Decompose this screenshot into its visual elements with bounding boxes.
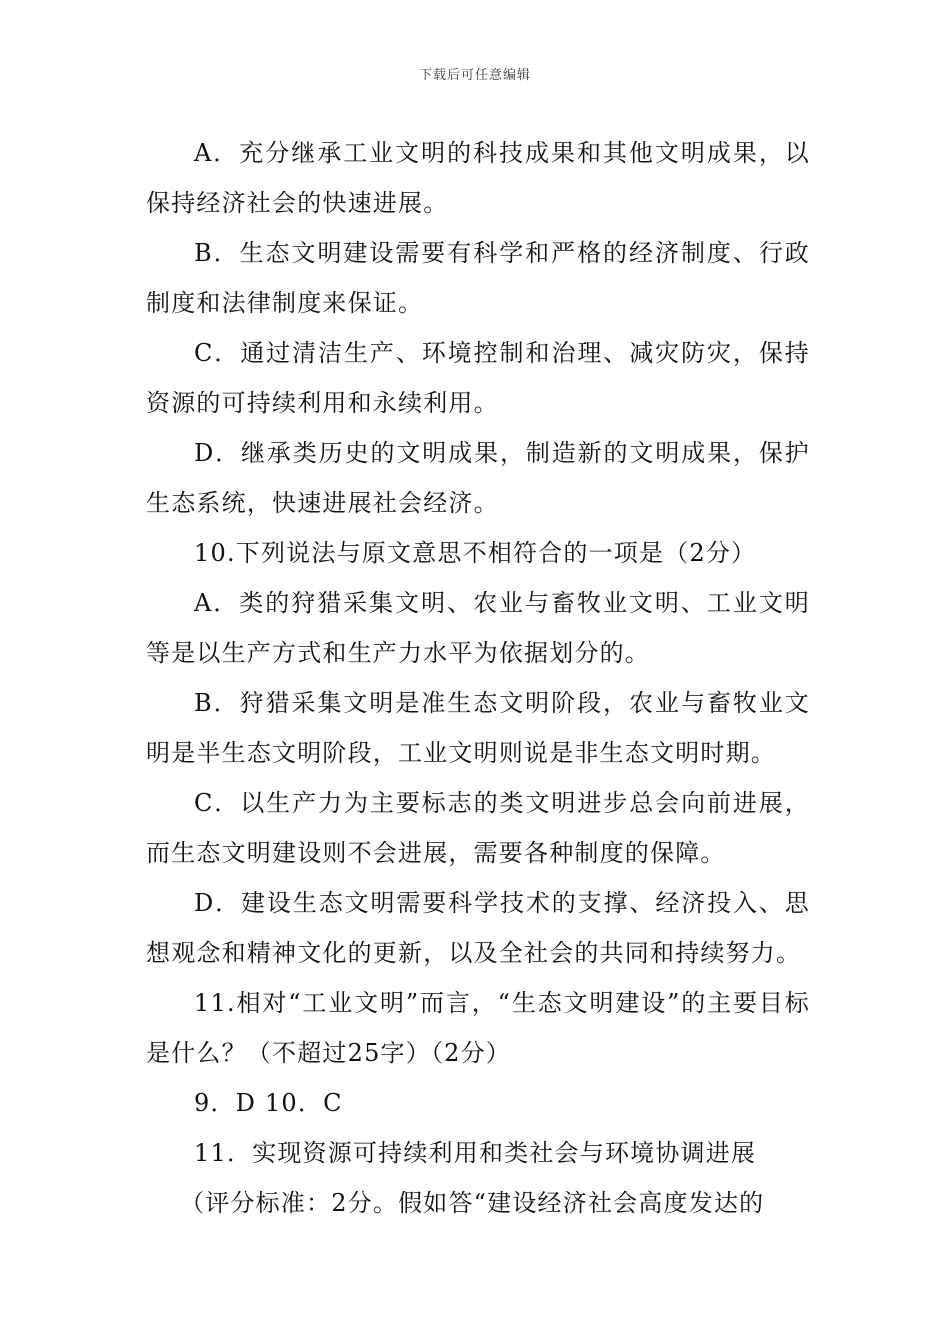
q10-option-d: D．建设生态文明需要科学技术的支撑、经济投入、思想观念和精神文化的更新，以及全社会的共同和持续努力。	[146, 889, 810, 967]
option-d-paragraph: D．继承类历史的文明成果，制造新的文明成果，保护生态系统，快速进展社会经济。	[146, 439, 810, 517]
q10-option-c: C．以生产力为主要标志的类文明进步总会向前进展，而生态文明建设则不会进展，需要各种制度的保障。	[146, 789, 810, 867]
option-b-paragraph: B．生态文明建设需要有科学和严格的经济制度、行政制度和法律制度来保证。	[146, 239, 810, 317]
q10-option-b: B．狩猎采集文明是准生态文明阶段，农业与畜牧业文明是半生态文明阶段，工业文明则说是非生态文明时期。	[146, 689, 810, 767]
answer-11: 11．实现资源可持续利用和类社会与环境协调进展	[194, 1139, 757, 1167]
question-11: 11.相对“工业文明”而言，“生态文明建设”的主要目标是什么？（不超过25字）（2分）	[146, 989, 810, 1067]
question-10: 10.下列说法与原文意思不相符合的一项是（2分）	[194, 539, 757, 567]
document-body	[146, 128, 810, 1228]
option-c-paragraph: C．通过清洁生产、环境控制和治理、减灾防灾，保持资源的可持续利用和永续利用。	[146, 339, 810, 417]
answers-9-10: 9．D 10．C	[194, 1089, 343, 1117]
page-header: 下载后可任意编辑	[418, 68, 531, 83]
option-a-paragraph: A．充分继承工业文明的科技成果和其他文明成果，以保持经济社会的快速进展。	[146, 139, 810, 217]
q10-option-a: A．类的狩猎采集文明、农业与畜牧业文明、工业文明等是以生产方式和生产力水平为依据划分的。	[146, 589, 810, 667]
scoring-note: （评分标准：2分。假如答“建设经济社会高度发达的	[180, 1189, 765, 1217]
